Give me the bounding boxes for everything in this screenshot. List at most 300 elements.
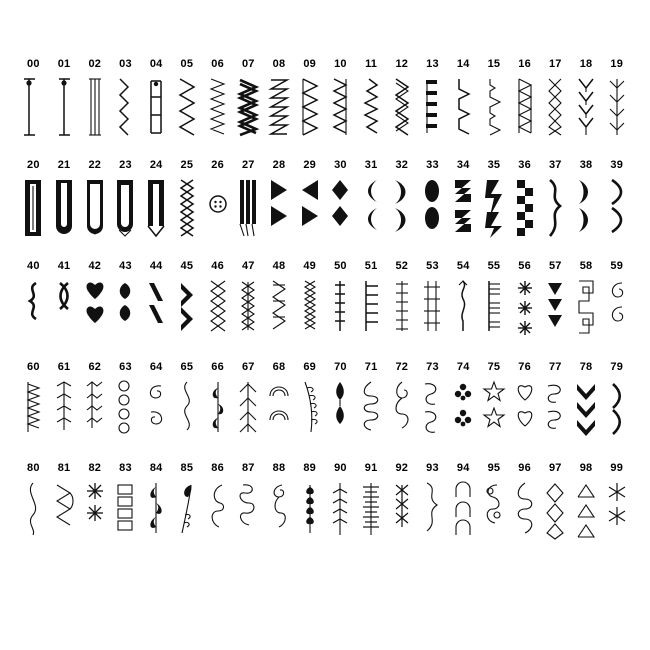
stitch-cell-64 [141,376,172,444]
thick-curves-icon [573,176,599,240]
stitch-cell-47 [233,275,264,343]
overcast-edge-icon [20,378,46,442]
stitch-label: 73 [426,361,439,373]
stitch-label: 39 [610,159,624,171]
stitch-cell-74 [448,376,479,444]
stitch-cell-08 [264,73,295,141]
stitch-label: 05 [180,58,194,70]
zigzag-tapered-icon [358,75,384,139]
stitch-label: 88 [272,462,286,474]
feather-stitch-icon [51,378,77,442]
stitch-cell-59 [601,275,632,343]
stitch-cell-65 [172,376,203,444]
buttonhole-stretch-icon [112,176,138,240]
stitch-label: 04 [149,58,163,70]
slanted-bars-icon [143,277,169,341]
satin-zigzag-icon [389,75,415,139]
stitch-cell-32 [386,174,417,242]
stitch-label: 76 [518,361,531,373]
heart-motif-icon [512,378,538,442]
feather-arrow-stitch-icon [604,75,630,139]
fern-leaf-icon [297,378,323,442]
bar-tack-icon [235,176,261,240]
stitch-row-1-cells [18,174,632,242]
zigzag-blocks-solid-icon [450,176,476,240]
stitch-label: 95 [487,462,501,474]
stitch-label: 44 [149,260,163,272]
stitch-label: 29 [303,159,316,171]
stitch-label: 32 [395,159,409,171]
stitch-cell-71 [356,376,387,444]
stitch-cell-22 [79,174,110,242]
arrow-stitch-icon [573,75,599,139]
stitch-row-2 [18,260,632,343]
stitch-label: 16 [518,58,531,70]
spiral-scroll-icon [604,277,630,341]
stitch-cell-91 [356,477,387,545]
cross-stitch-row-icon [235,277,261,341]
stitch-label: 54 [456,260,470,272]
hook-stitch-icon [450,277,476,341]
stitch-label: 90 [334,462,347,474]
zigzag-dense-icon [327,75,353,139]
stitch-label: 74 [456,361,470,373]
solid-petals-icon [112,277,138,341]
triple-zigzag-bold-icon [235,75,261,139]
pine-branch-icon [327,479,353,543]
stitch-label: 10 [334,58,347,70]
stitch-cell-94 [448,477,479,545]
stitch-row-0 [18,58,632,141]
stitch-cell-70 [325,376,356,444]
stitch-cell-26 [202,174,233,242]
cross-chain-icon [389,479,415,543]
stitch-cell-52 [386,275,417,343]
stitch-cell-30 [325,174,356,242]
fir-tree-icon [358,479,384,543]
stitch-cell-83 [110,477,141,545]
stitch-row-2-labels [18,260,632,272]
stitch-label: 58 [579,260,593,272]
stitch-cell-77 [540,376,571,444]
stitch-cell-03 [110,73,141,141]
stitch-cell-07 [233,73,264,141]
stitch-label: 49 [303,260,316,272]
stitch-label: 66 [211,361,224,373]
double-loop-icon [512,479,538,543]
stitch-label: 94 [456,462,470,474]
stitch-cell-84 [141,477,172,545]
stitch-label: 42 [88,260,102,272]
stretch-straight-lightning-icon [112,75,138,139]
stitch-cell-73 [417,376,448,444]
spiral-swirl-icon [143,378,169,442]
stitch-cell-23 [110,174,141,242]
triangle-row-icon [573,479,599,543]
stitch-label: 37 [548,159,562,171]
stitch-label: 71 [364,361,378,373]
zigzag-loop-icon [51,479,77,543]
stitch-label: 92 [395,462,409,474]
stitch-label: 60 [27,361,40,373]
stitch-cell-34 [448,174,479,242]
lightning-blocks-icon [481,176,507,240]
stitch-cell-60 [18,376,49,444]
stitch-label: 26 [211,159,224,171]
stitch-cell-21 [49,174,80,242]
stitch-label: 03 [119,58,132,70]
ladder-stitch-icon [327,277,353,341]
elastic-stitch-icon [297,277,323,341]
spring-coil-icon [235,479,261,543]
stitch-label: 28 [272,159,286,171]
stitch-label: 18 [579,58,593,70]
stitch-cell-58 [571,275,602,343]
stitch-cell-01 [49,73,80,141]
stitch-label: 67 [241,361,255,373]
stitch-row-2-cells [18,275,632,343]
flame-stitch-icon [327,378,353,442]
stitch-cell-61 [49,376,80,444]
stitch-label: 46 [211,260,224,272]
zigzag-blocks-icon [419,75,445,139]
stitch-cell-99 [601,477,632,545]
button-sewing-icon [205,176,231,240]
stitch-label: 63 [119,361,132,373]
stitch-cell-90 [325,477,356,545]
stitch-cell-00 [18,73,49,141]
stitch-label: 40 [27,260,40,272]
curl-vine-icon [389,378,415,442]
buttonhole-round-end-icon [51,176,77,240]
stitch-cell-37 [540,174,571,242]
stitch-label: 96 [518,462,531,474]
comb-stitch-icon [358,277,384,341]
stitch-cell-92 [386,477,417,545]
stitch-label: 02 [88,58,102,70]
stitch-label: 87 [241,462,255,474]
double-feather-icon [82,378,108,442]
stitch-cell-42 [79,275,110,343]
stitch-row-4 [18,462,632,545]
loop-chain-icon [112,378,138,442]
stitch-row-4-cells [18,477,632,545]
zigzag-narrow-icon [205,75,231,139]
stitch-cell-46 [202,275,233,343]
stitch-row-1-labels [18,159,632,171]
buttonhole-keyhole-icon [82,176,108,240]
ladder-blocks-icon [112,479,138,543]
stitch-label: 38 [579,159,593,171]
stitch-cell-62 [79,376,110,444]
stitch-label: 56 [518,260,531,272]
stitch-cell-39 [601,174,632,242]
checkerboard-icon [512,176,538,240]
stitch-label: 59 [610,260,624,272]
stitch-cell-87 [233,477,264,545]
loop-vine-icon [419,378,445,442]
stitch-cell-82 [79,477,110,545]
solid-chevrons-icon [573,378,599,442]
stitch-cell-44 [141,275,172,343]
stitch-cell-85 [172,477,203,545]
stitch-cell-49 [294,275,325,343]
stitch-label: 77 [548,361,562,373]
stitch-cell-67 [233,376,264,444]
stitch-label: 70 [334,361,347,373]
stitch-label: 83 [119,462,132,474]
stitch-label: 80 [27,462,40,474]
star-motif-icon [481,378,507,442]
asterisk-stars-icon [512,277,538,341]
stitch-cell-35 [479,174,510,242]
solid-diamonds-icon [327,176,353,240]
stitch-row-3-labels [18,361,632,373]
stitch-cell-95 [479,477,510,545]
stitch-label: 19 [610,58,624,70]
stitch-label: 53 [426,260,439,272]
stitch-label: 82 [88,462,102,474]
scallop-brackets-icon [20,277,46,341]
stitch-cell-57 [540,275,571,343]
stitch-label: 07 [241,58,255,70]
stitch-label: 47 [241,260,255,272]
stitch-cell-72 [386,376,417,444]
stitch-label: 17 [548,58,562,70]
stitch-cell-88 [264,477,295,545]
stitch-label: 11 [365,58,378,70]
stitch-cell-89 [294,477,325,545]
stitch-cell-05 [172,73,203,141]
stitch-label: 57 [548,260,562,272]
star-burst-icon [604,479,630,543]
stitch-cell-17 [540,73,571,141]
stitch-row-3 [18,361,632,444]
stitch-label: 68 [272,361,286,373]
stitch-cell-98 [571,477,602,545]
stitch-label: 79 [610,361,624,373]
stitch-cell-41 [49,275,80,343]
stitch-cell-80 [18,477,49,545]
stitch-label: 33 [426,159,439,171]
double-ladder-icon [419,277,445,341]
fan-scallop-icon [266,378,292,442]
chain-loops-icon [358,378,384,442]
stitch-label: 51 [364,260,378,272]
scroll-loops-icon [542,378,568,442]
solid-scallops-icon [82,277,108,341]
solid-ovals-icon [419,176,445,240]
stitch-label: 86 [211,462,224,474]
stitch-cell-16 [509,73,540,141]
curl-bracket-icon [205,479,231,543]
stitch-cell-96 [509,477,540,545]
stitch-label: 14 [456,58,470,70]
stitch-rows [18,58,632,563]
stitch-cell-36 [509,174,540,242]
stitch-cell-50 [325,275,356,343]
stitch-label: 99 [610,462,624,474]
stitch-label: 20 [27,159,40,171]
stitch-cell-15 [479,73,510,141]
stitch-cell-27 [233,174,264,242]
stitch-label: 89 [303,462,316,474]
cross-ladder-icon [389,277,415,341]
stitch-label: 06 [211,58,224,70]
stitch-label: 65 [180,361,194,373]
stitch-cell-55 [479,275,510,343]
stitch-cell-86 [202,477,233,545]
stitch-label: 09 [303,58,316,70]
stitch-label: 91 [364,462,378,474]
stitch-cell-31 [356,174,387,242]
leaf-cluster-icon [143,479,169,543]
stitch-label: 84 [149,462,163,474]
bracket-pair-icon [604,378,630,442]
wheat-sheaf-icon [297,479,323,543]
stitch-label: 78 [579,361,593,373]
stitch-row-1 [18,159,632,242]
picot-edge-icon [481,277,507,341]
stitch-cell-45 [172,275,203,343]
stitch-row-3-cells [18,376,632,444]
stitch-cell-69 [294,376,325,444]
double-curve-icon [604,176,630,240]
stitch-cell-14 [448,73,479,141]
leaf-vine-icon [205,378,231,442]
stitch-cell-48 [264,275,295,343]
stitch-cell-18 [571,73,602,141]
stitch-label: 50 [334,260,347,272]
stitch-cell-24 [141,174,172,242]
diamond-chain-icon [542,479,568,543]
stitch-cell-28 [264,174,295,242]
leaf-sprig-icon [174,479,200,543]
stitch-cell-04 [141,73,172,141]
chevron-bold-icon [174,277,200,341]
basting-stitch-icon [143,75,169,139]
buttonhole-decorative-icon [174,176,200,240]
arrowhead-vine-icon [235,378,261,442]
stitch-label: 15 [487,58,501,70]
stitch-cell-29 [294,174,325,242]
stitch-cell-68 [264,376,295,444]
stitch-cell-11 [356,73,387,141]
stitch-label: 93 [426,462,439,474]
stitch-cell-40 [18,275,49,343]
stitch-label: 55 [487,260,501,272]
stitch-cell-51 [356,275,387,343]
stitch-label: 08 [272,58,286,70]
straight-stitch-center-icon [51,75,77,139]
triple-straight-stitch-icon [82,75,108,139]
stitch-label: 00 [27,58,40,70]
stitch-label: 13 [426,58,439,70]
multi-step-zigzag-icon [297,75,323,139]
stitch-cell-81 [49,477,80,545]
stitch-cell-13 [417,73,448,141]
stitch-row-0-labels [18,58,632,70]
stitch-cell-79 [601,376,632,444]
solid-triangles-icon [266,176,292,240]
stitch-label: 81 [57,462,71,474]
stitch-cell-93 [417,477,448,545]
stitch-cell-10 [325,73,356,141]
stitch-cell-12 [386,73,417,141]
triangle-stack-icon [542,277,568,341]
open-brackets-icon [51,277,77,341]
ric-rac-cross-icon [266,277,292,341]
stitch-cell-06 [202,73,233,141]
stitch-label: 72 [395,361,409,373]
stitch-cell-66 [202,376,233,444]
serpentine-icon [419,479,445,543]
stitch-cell-63 [110,376,141,444]
stitch-cell-54 [448,275,479,343]
stitch-label: 64 [149,361,163,373]
stitch-cell-33 [417,174,448,242]
stitch-label: 34 [456,159,470,171]
stitch-label: 45 [180,260,194,272]
stitch-label: 23 [119,159,132,171]
arch-row-icon [450,479,476,543]
stitch-label: 30 [334,159,347,171]
stitch-label: 48 [272,260,286,272]
stitch-cell-19 [601,73,632,141]
stitch-label: 01 [57,58,71,70]
stitch-cell-97 [540,477,571,545]
loop-scroll-icon [481,479,507,543]
stitch-label: 52 [395,260,409,272]
stitch-label: 31 [364,159,378,171]
stitch-cell-02 [79,73,110,141]
stitch-row-4-labels [18,462,632,474]
stitch-label: 75 [487,361,501,373]
greek-key-icon [573,277,599,341]
stitch-cell-78 [571,376,602,444]
long-wave-icon [20,479,46,543]
straight-stitch-left-icon [20,75,46,139]
stitch-label: 24 [149,159,163,171]
scroll-curl-icon [266,479,292,543]
stitch-label: 27 [241,159,255,171]
buttonhole-rectangular-icon [20,176,46,240]
stitch-cell-09 [294,73,325,141]
blind-hem-stitch-icon [450,75,476,139]
crescents-icon [389,176,415,240]
stitch-cell-25 [172,174,203,242]
stitch-label: 36 [518,159,531,171]
star-cross-icon [82,479,108,543]
stitch-label: 62 [88,361,102,373]
stitch-label: 21 [57,159,71,171]
stitch-cell-76 [509,376,540,444]
stitch-label: 97 [548,462,562,474]
stitch-cell-38 [571,174,602,242]
curved-wedges-icon [358,176,384,240]
stitch-label: 12 [395,58,409,70]
stitch-label: 69 [303,361,316,373]
wave-line-icon [174,378,200,442]
stitch-label: 22 [88,159,102,171]
stitch-cell-20 [18,174,49,242]
stitch-label: 43 [119,260,132,272]
opposed-triangles-icon [297,176,323,240]
stitch-cell-56 [509,275,540,343]
stitch-cell-53 [417,275,448,343]
three-step-zigzag-icon [266,75,292,139]
wave-scallop-icon [542,176,568,240]
